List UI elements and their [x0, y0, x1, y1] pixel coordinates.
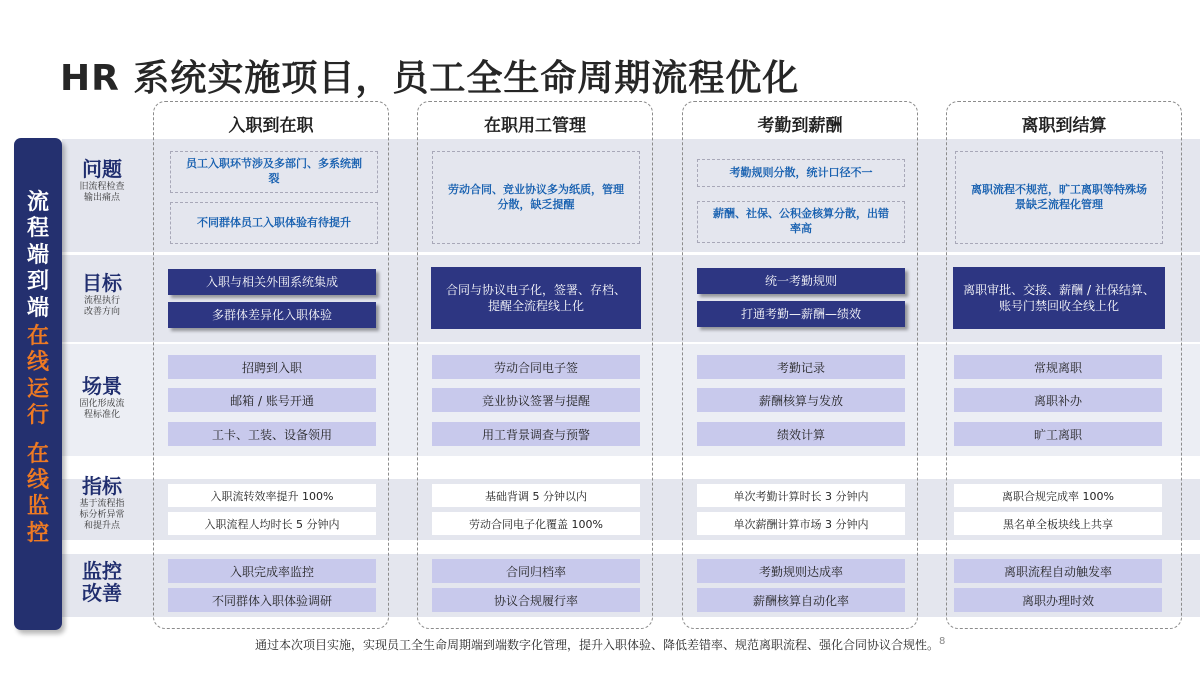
- row-subtitle: 流程执行 改善方向: [83, 296, 120, 318]
- phase-header: 考勤到薪酬: [757, 115, 843, 136]
- problem-box: 员工入职环节涉及多部门、多系统割裂: [170, 151, 378, 193]
- monitor-box: 合同归档率: [432, 559, 640, 583]
- phase-header: 在职用工管理: [484, 115, 586, 136]
- row-subtitle: 固化形成流 程标准化: [79, 399, 125, 421]
- monitor-box: 考勤规则达成率: [697, 559, 905, 583]
- footer-note: [255, 636, 945, 653]
- problem-box: 劳动合同、竞业协议多为纸质，管理分散，缺乏提醒: [432, 151, 640, 244]
- row-title: 监控 改善: [82, 559, 122, 606]
- metric-box: 单次薪酬计算市场 3 分钟内: [697, 512, 905, 535]
- monitor-box: 入职完成率监控: [168, 559, 376, 583]
- metric-box: 劳动合同电子化覆盖 100%: [432, 512, 640, 535]
- metric-box: 离职合规完成率 100%: [954, 484, 1162, 507]
- footer-text: 通过本次项目实施，实现员工全生命周期端到端数字化管理，提升入职体验、降低差错率、规范离职流程、强化合同协议合规性。: [255, 638, 940, 652]
- metric-box: 入职流程人均时长 5 分钟内: [168, 512, 376, 535]
- goal-box: 离职审批、交接、薪酬 / 社保结算、账号门禁回收全线上化: [953, 267, 1165, 329]
- metric-box: 黑名单全板块线上共享: [954, 512, 1162, 535]
- row-title: 目标: [82, 271, 122, 295]
- scene-box: 离职补办: [954, 388, 1162, 412]
- monitor-box: 协议合规履行率: [432, 588, 640, 612]
- problem-box: 考勤规则分散，统计口径不一: [697, 159, 905, 187]
- strip-middle-text: 在 线 运 行: [26, 323, 49, 429]
- monitor-box: 不同群体入职体验调研: [168, 588, 376, 612]
- goal-box: 统一考勤规则: [697, 268, 905, 294]
- slide-title: HR 系统实施项目，员工全生命周期流程优化: [60, 58, 800, 99]
- strip-top-text: 流 程 端 到 端: [26, 190, 49, 321]
- scene-box: 考勤记录: [697, 355, 905, 379]
- monitor-box: 离职流程自动触发率: [954, 559, 1162, 583]
- row-label-problem: [66, 158, 138, 204]
- monitor-box: 薪酬核算自动化率: [697, 588, 905, 612]
- scene-box: 绩效计算: [697, 422, 905, 446]
- row-subtitle: 旧流程检查 输出痛点: [79, 182, 125, 204]
- scene-box: 用工背景调查与预警: [432, 422, 640, 446]
- scene-box: 旷工离职: [954, 422, 1162, 446]
- row-label-goal: [66, 272, 138, 318]
- scene-box: 劳动合同电子签: [432, 355, 640, 379]
- problem-box: 不同群体员工入职体验有待提升: [170, 202, 378, 244]
- phase-header: 离职到结算: [1021, 115, 1107, 136]
- goal-box: 合同与协议电子化，签署、存档、提醒全流程线上化: [431, 267, 641, 329]
- row-label-scene: [66, 375, 138, 421]
- goal-box: 入职与相关外围系统集成: [168, 269, 376, 295]
- scene-box: 薪酬核算与发放: [697, 388, 905, 412]
- problem-box: 离职流程不规范，旷工离职等特殊场景缺乏流程化管理: [955, 151, 1163, 244]
- problem-box: 薪酬、社保、公积金核算分散，出错率高: [697, 201, 905, 243]
- scene-box: 竞业协议签署与提醒: [432, 388, 640, 412]
- scene-box: 常规离职: [954, 355, 1162, 379]
- row-title: 场景: [82, 374, 122, 398]
- row-title: 指标: [82, 474, 122, 498]
- metric-box: 单次考勤计算时长 3 分钟内: [697, 484, 905, 507]
- goal-box: 多群体差异化入职体验: [168, 302, 376, 328]
- scene-box: 招聘到入职: [168, 355, 376, 379]
- row-subtitle: 基于流程指 标分析异常 和提升点: [79, 499, 125, 532]
- process-strip: [14, 138, 62, 630]
- metric-box: 基础背调 5 分钟以内: [432, 484, 640, 507]
- row-label-monitor: [66, 560, 138, 605]
- strip-bottom-text: 在 线 监 控: [26, 441, 49, 546]
- scene-box: 邮箱 / 账号开通: [168, 388, 376, 412]
- phase-header: 入职到在职: [228, 115, 314, 136]
- page-number: 8: [939, 636, 946, 647]
- goal-box: 打通考勤—薪酬—绩效: [697, 301, 905, 327]
- scene-box: 工卡、工装、设备领用: [168, 422, 376, 446]
- row-title: 问题: [82, 157, 122, 181]
- row-label-metric: [66, 475, 138, 532]
- metric-box: 入职流转效率提升 100%: [168, 484, 376, 507]
- monitor-box: 离职办理时效: [954, 588, 1162, 612]
